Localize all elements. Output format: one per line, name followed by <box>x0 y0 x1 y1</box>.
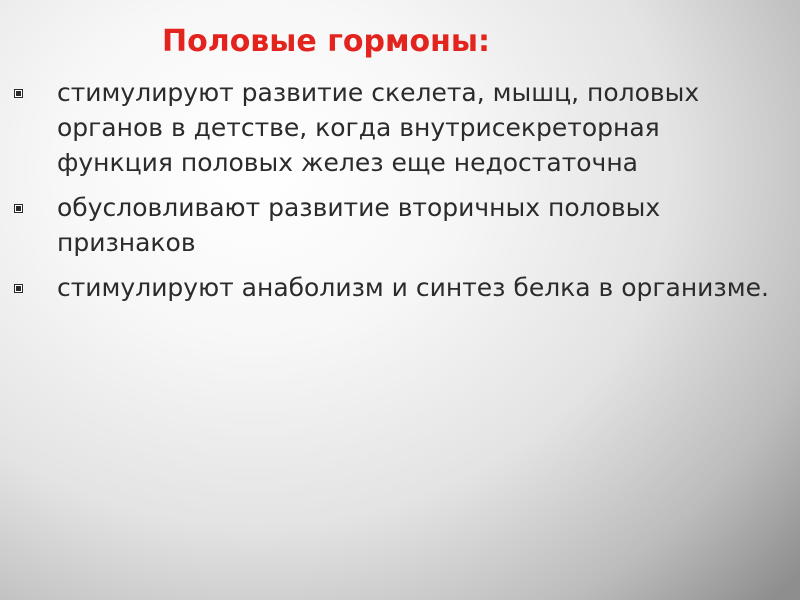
bullet-text: стимулируют развитие скелета, мышц, половых органов в детстве, когда внутрисекреторная функция половых желез еще недостаточна <box>57 78 700 177</box>
bullet-item <box>14 270 774 305</box>
bullet-text: стимулируют анаболизм и синтез белка в организме. <box>57 273 769 302</box>
square-bullet-icon <box>14 204 23 213</box>
bullet-list <box>14 75 774 315</box>
slide-title: Половые гормоны: <box>162 24 490 59</box>
square-bullet-icon <box>14 284 23 293</box>
bullet-item <box>14 190 774 260</box>
bullet-item <box>14 75 774 180</box>
bullet-text: обусловливают развитие вторичных половых признаков <box>57 193 661 257</box>
square-bullet-icon <box>14 89 23 98</box>
